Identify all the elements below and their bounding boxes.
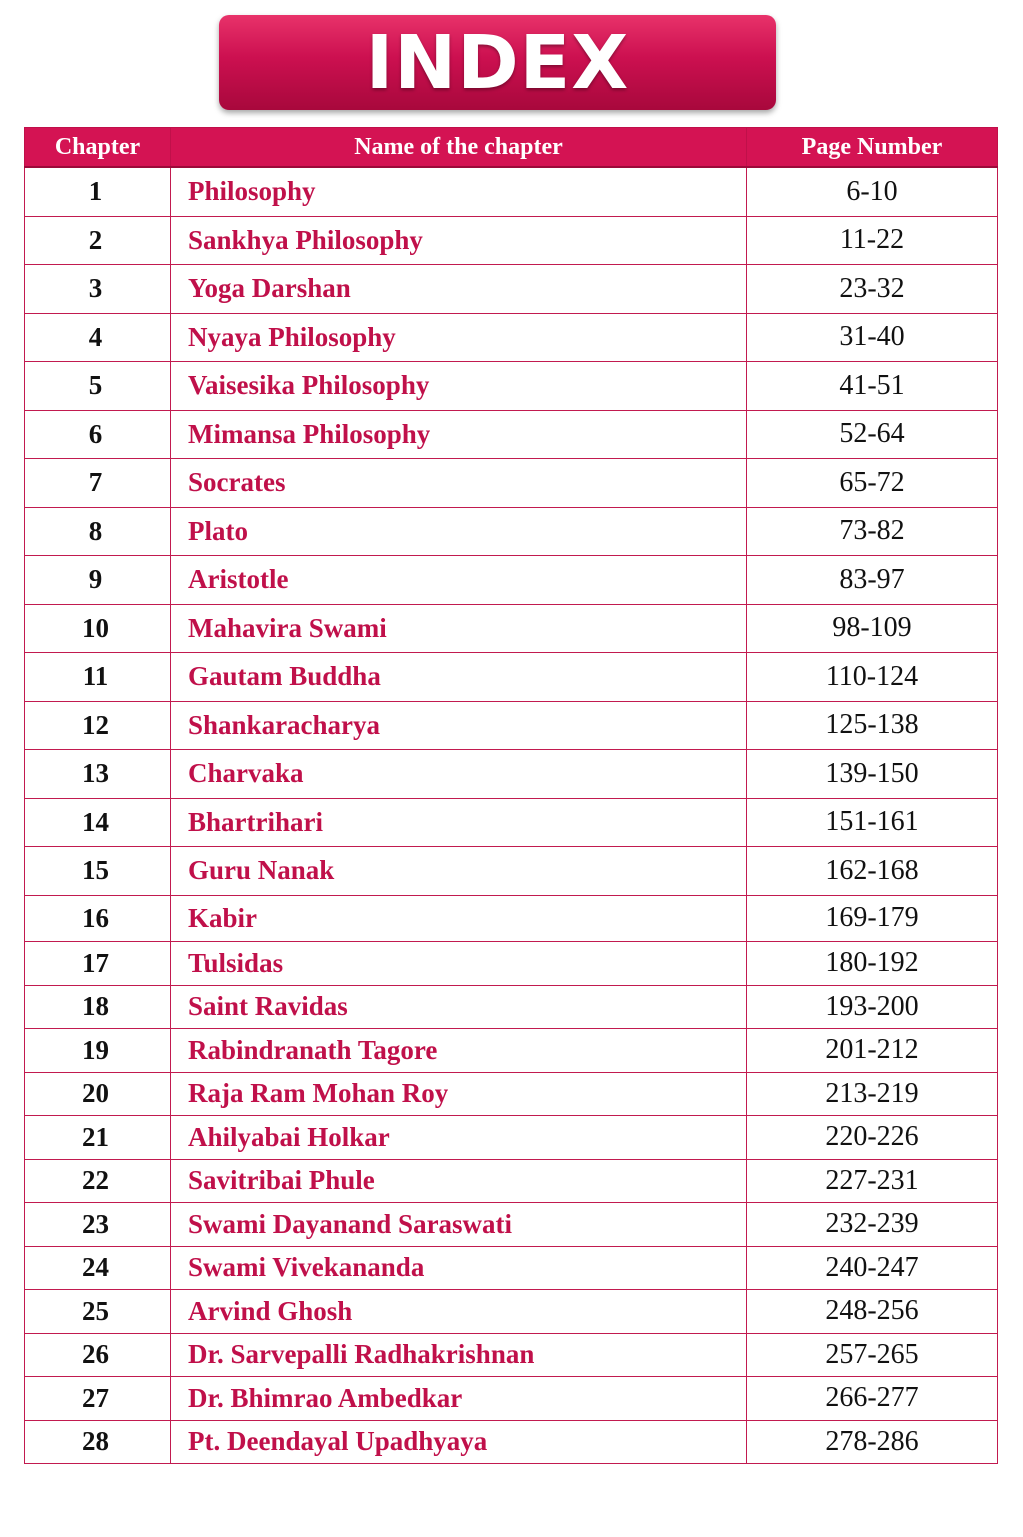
chapter-name: Arvind Ghosh xyxy=(171,1290,747,1334)
page-range: 257-265 xyxy=(747,1333,998,1377)
page-range: 240-247 xyxy=(747,1246,998,1290)
chapter-number: 7 xyxy=(25,459,171,508)
chapter-name: Plato xyxy=(171,507,747,556)
chapter-number: 20 xyxy=(25,1072,171,1116)
table-row xyxy=(25,985,998,1029)
chapter-name: Savitribai Phule xyxy=(171,1159,747,1203)
chapter-number: 27 xyxy=(25,1377,171,1421)
page-range: 278-286 xyxy=(747,1420,998,1464)
chapter-number: 23 xyxy=(25,1203,171,1247)
table-row xyxy=(25,410,998,459)
chapter-number: 14 xyxy=(25,798,171,847)
chapter-name: Tulsidas xyxy=(171,942,747,986)
table-row xyxy=(25,1246,998,1290)
chapter-number: 22 xyxy=(25,1159,171,1203)
chapter-number: 6 xyxy=(25,410,171,459)
chapter-number: 16 xyxy=(25,895,171,942)
table-header-row xyxy=(25,128,998,168)
table-row xyxy=(25,1072,998,1116)
table-row xyxy=(25,362,998,411)
chapter-name: Pt. Deendayal Upadhyaya xyxy=(171,1420,747,1464)
table-row xyxy=(25,556,998,605)
chapter-name: Shankaracharya xyxy=(171,701,747,750)
chapter-number: 26 xyxy=(25,1333,171,1377)
table-row xyxy=(25,507,998,556)
chapter-name: Yoga Darshan xyxy=(171,265,747,314)
chapter-name: Aristotle xyxy=(171,556,747,605)
chapter-name: Dr. Sarvepalli Radhakrishnan xyxy=(171,1333,747,1377)
page-range: 151-161 xyxy=(747,798,998,847)
page-range: 248-256 xyxy=(747,1290,998,1334)
page-range: 98-109 xyxy=(747,604,998,653)
page-range: 232-239 xyxy=(747,1203,998,1247)
chapter-number: 21 xyxy=(25,1116,171,1160)
chapter-name: Mahavira Swami xyxy=(171,604,747,653)
chapter-name: Saint Ravidas xyxy=(171,985,747,1029)
chapter-name: Vaisesika Philosophy xyxy=(171,362,747,411)
page-range: 41-51 xyxy=(747,362,998,411)
page-range: 6-10 xyxy=(747,167,998,216)
chapter-name: Swami Dayanand Saraswati xyxy=(171,1203,747,1247)
chapter-name: Kabir xyxy=(171,895,747,942)
page-range: 193-200 xyxy=(747,985,998,1029)
chapter-name: Sankhya Philosophy xyxy=(171,216,747,265)
page-range: 139-150 xyxy=(747,750,998,799)
index-table xyxy=(24,127,998,1464)
chapter-name: Gautam Buddha xyxy=(171,653,747,702)
chapter-name: Raja Ram Mohan Roy xyxy=(171,1072,747,1116)
table-row xyxy=(25,847,998,896)
table-row xyxy=(25,942,998,986)
page-range: 162-168 xyxy=(747,847,998,896)
chapter-number: 17 xyxy=(25,942,171,986)
page-range: 227-231 xyxy=(747,1159,998,1203)
page-range: 169-179 xyxy=(747,895,998,942)
table-row xyxy=(25,1116,998,1160)
chapter-number: 24 xyxy=(25,1246,171,1290)
chapter-number: 2 xyxy=(25,216,171,265)
chapter-name: Swami Vivekananda xyxy=(171,1246,747,1290)
page-range: 52-64 xyxy=(747,410,998,459)
page-range: 180-192 xyxy=(747,942,998,986)
table-row xyxy=(25,167,998,216)
chapter-number: 11 xyxy=(25,653,171,702)
chapter-name: Philosophy xyxy=(171,167,747,216)
page-range: 266-277 xyxy=(747,1377,998,1421)
table-body xyxy=(25,167,998,1464)
table-row xyxy=(25,1420,998,1464)
chapter-name: Dr. Bhimrao Ambedkar xyxy=(171,1377,747,1421)
chapter-number: 9 xyxy=(25,556,171,605)
page-range: 125-138 xyxy=(747,701,998,750)
chapter-name: Guru Nanak xyxy=(171,847,747,896)
chapter-name: Rabindranath Tagore xyxy=(171,1029,747,1073)
chapter-number: 18 xyxy=(25,985,171,1029)
table-row xyxy=(25,1333,998,1377)
table-row xyxy=(25,313,998,362)
table-row xyxy=(25,1290,998,1334)
chapter-number: 13 xyxy=(25,750,171,799)
chapter-name: Mimansa Philosophy xyxy=(171,410,747,459)
page-range: 83-97 xyxy=(747,556,998,605)
chapter-name: Socrates xyxy=(171,459,747,508)
chapter-number: 5 xyxy=(25,362,171,411)
header-page-number: Page Number xyxy=(747,128,998,168)
chapter-number: 19 xyxy=(25,1029,171,1073)
page-range: 23-32 xyxy=(747,265,998,314)
page-range: 31-40 xyxy=(747,313,998,362)
chapter-name: Bhartrihari xyxy=(171,798,747,847)
chapter-number: 28 xyxy=(25,1420,171,1464)
table-row xyxy=(25,1029,998,1073)
header-chapter-name: Name of the chapter xyxy=(171,128,747,168)
page-range: 73-82 xyxy=(747,507,998,556)
page-range: 220-226 xyxy=(747,1116,998,1160)
page-range: 201-212 xyxy=(747,1029,998,1073)
table-row xyxy=(25,1203,998,1247)
table-row xyxy=(25,459,998,508)
table-row xyxy=(25,265,998,314)
chapter-name: Ahilyabai Holkar xyxy=(171,1116,747,1160)
chapter-number: 1 xyxy=(25,167,171,216)
chapter-number: 12 xyxy=(25,701,171,750)
page-title: INDEX xyxy=(365,19,630,106)
chapter-number: 25 xyxy=(25,1290,171,1334)
table-row xyxy=(25,701,998,750)
chapter-number: 8 xyxy=(25,507,171,556)
chapter-number: 10 xyxy=(25,604,171,653)
table-row xyxy=(25,216,998,265)
page-range: 213-219 xyxy=(747,1072,998,1116)
table-row xyxy=(25,604,998,653)
chapter-name: Nyaya Philosophy xyxy=(171,313,747,362)
table-row xyxy=(25,653,998,702)
table-row xyxy=(25,1377,998,1421)
chapter-number: 15 xyxy=(25,847,171,896)
chapter-name: Charvaka xyxy=(171,750,747,799)
chapter-number: 4 xyxy=(25,313,171,362)
header-chapter: Chapter xyxy=(25,128,171,168)
page-range: 110-124 xyxy=(747,653,998,702)
chapter-number: 3 xyxy=(25,265,171,314)
page-range: 65-72 xyxy=(747,459,998,508)
page-range: 11-22 xyxy=(747,216,998,265)
table-row xyxy=(25,750,998,799)
table-row xyxy=(25,895,998,942)
table-row xyxy=(25,798,998,847)
table-row xyxy=(25,1159,998,1203)
index-banner xyxy=(219,15,776,110)
